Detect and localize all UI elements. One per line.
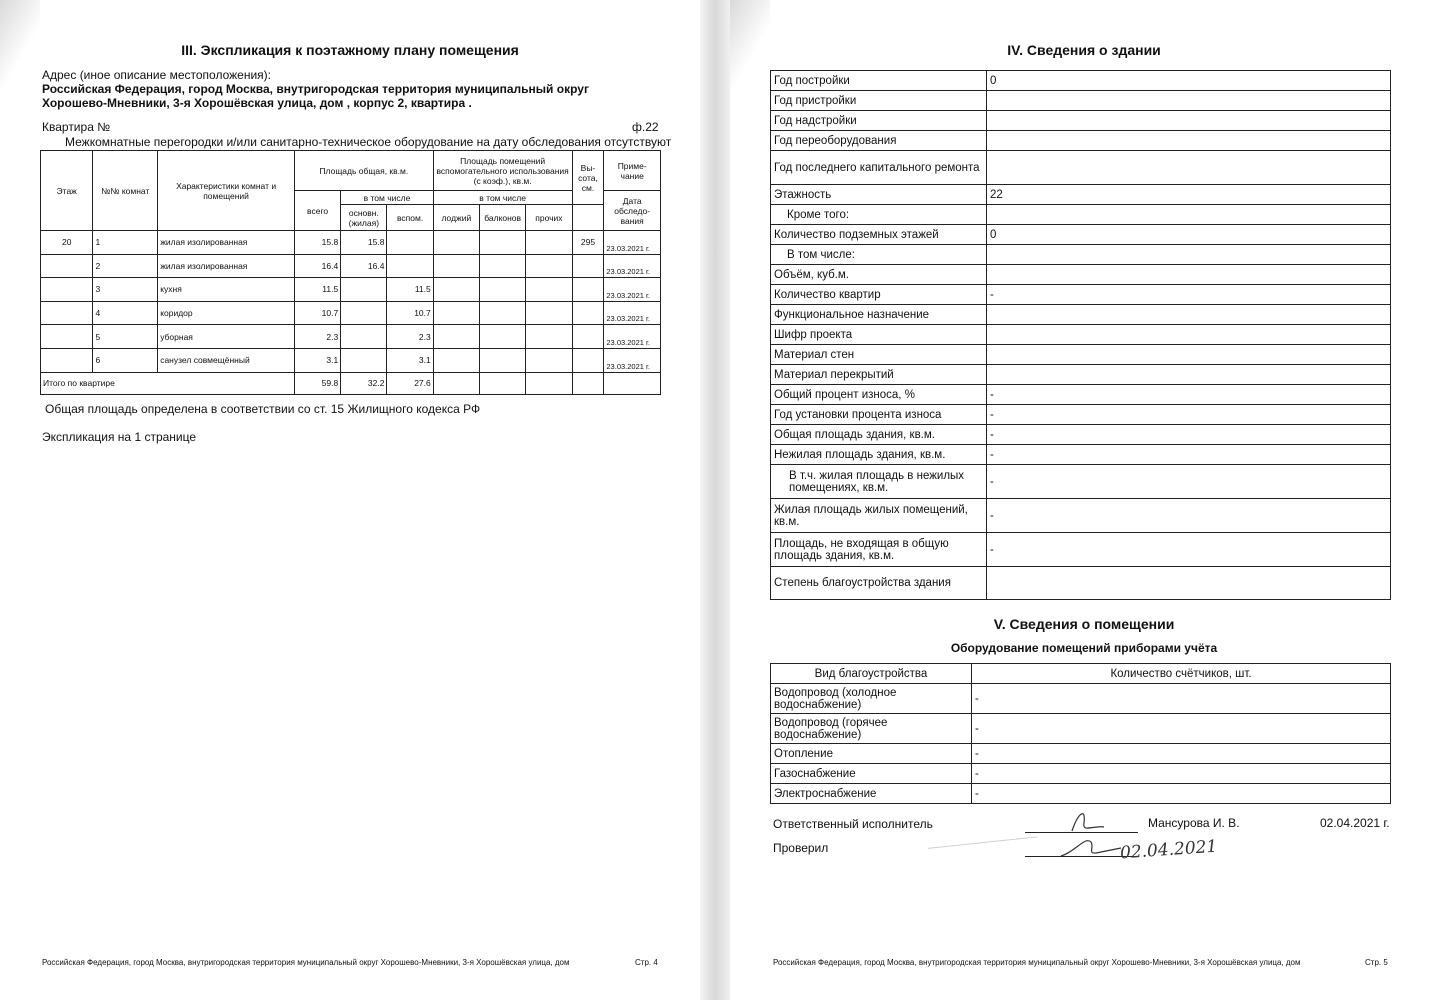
cell-floor	[41, 348, 93, 372]
header-height: Вы-сота, см.	[572, 151, 604, 205]
cell-desc: жилая изолированная	[158, 254, 295, 278]
apartment-label: Квартира №	[42, 120, 111, 134]
table-row	[41, 301, 661, 325]
table-row	[771, 684, 1391, 714]
row-label: Газоснабжение	[771, 764, 972, 784]
form-code: ф.22	[632, 120, 659, 134]
table-row	[771, 305, 1391, 325]
table-row	[41, 254, 661, 278]
row-value: -	[987, 445, 1391, 465]
table-row	[771, 405, 1391, 425]
cell-balcony	[480, 231, 526, 255]
cell-aux	[387, 254, 433, 278]
row-label: Электроснабжение	[771, 784, 972, 804]
table-row	[41, 231, 661, 255]
cell-date: 23.03.2021 г.	[604, 278, 661, 302]
row-label: Общий процент износа, %	[771, 385, 987, 405]
row-value: -	[987, 405, 1391, 425]
table-row	[41, 278, 661, 302]
header-loggia: лоджий	[433, 205, 479, 231]
row-label: Год переоборудования	[771, 131, 987, 151]
row-label: Материал перекрытий	[771, 365, 987, 385]
table-row	[771, 225, 1391, 245]
header-aux-area: Площадь помещений вспомогательного использования (с коэф.), кв.м.	[433, 151, 572, 191]
totals-label: Итого по квартире	[41, 372, 295, 394]
cell-date: 23.03.2021 г.	[604, 325, 661, 349]
cell-aux	[387, 231, 433, 255]
header-characteristics: Характеристики комнат и помещений	[158, 151, 295, 231]
cell-height	[572, 254, 604, 278]
row-value: -	[987, 499, 1391, 533]
cell-date: 23.03.2021 г.	[604, 348, 661, 372]
row-label: Год установки процента износа	[771, 405, 987, 425]
row-value: 22	[987, 185, 1391, 205]
cell-main	[341, 325, 387, 349]
row-value: -	[972, 764, 1391, 784]
premises-info-title: V. Сведения о помещении	[993, 616, 1175, 632]
cell-total: 3.1	[294, 348, 340, 372]
cell-date: 23.03.2021 г.	[604, 301, 661, 325]
cell-height	[572, 301, 604, 325]
row-value	[987, 111, 1391, 131]
area-note: Общая площадь определена в соответствии со ст. 15 Жилищного кодекса РФ	[45, 402, 481, 416]
cell-other	[526, 254, 572, 278]
row-label: Материал стен	[771, 345, 987, 365]
cell-other	[526, 325, 572, 349]
partitions-note: Межкомнатные перегородки и/или санитарно-техническое оборудование на дату обследования отсутствуют	[65, 135, 672, 149]
table-row	[771, 567, 1391, 600]
cell-loggia	[433, 348, 479, 372]
cell-room: 6	[93, 348, 158, 372]
row-label: В том числе:	[771, 245, 987, 265]
row-value: 0	[987, 71, 1391, 91]
table-row	[771, 265, 1391, 285]
row-value: 0	[987, 225, 1391, 245]
address-line-1: Российская Федерация, город Москва, внутригородская территория муниципальный округ	[42, 82, 589, 96]
table-row	[41, 348, 661, 372]
cell-aux: 2.3	[387, 325, 433, 349]
table-row	[771, 205, 1391, 225]
header-main: основн. (жилая)	[341, 205, 387, 231]
cell-total: 2.3	[294, 325, 340, 349]
cell-aux: 10.7	[387, 301, 433, 325]
cell-loggia	[433, 278, 479, 302]
cell-main: 16.4	[341, 254, 387, 278]
table-row	[771, 445, 1391, 465]
cell-aux: 3.1	[387, 348, 433, 372]
row-label: Год постройки	[771, 71, 987, 91]
row-value: -	[972, 784, 1391, 804]
cell-desc: жилая изолированная	[158, 231, 295, 255]
row-label: Кроме того:	[771, 205, 987, 225]
row-value: -	[972, 684, 1391, 714]
row-value	[987, 305, 1391, 325]
header-area-total: Площадь общая, кв.м.	[294, 151, 433, 191]
row-value: -	[972, 714, 1391, 744]
building-info-table	[770, 70, 1391, 600]
row-label: Год пристройки	[771, 91, 987, 111]
header-floor: Этаж	[41, 151, 93, 231]
row-value	[987, 151, 1391, 185]
page-number: Стр. 4	[635, 958, 658, 967]
row-label: Этажность	[771, 185, 987, 205]
checked-label: Проверил	[773, 841, 829, 855]
footer-address: Российская Федерация, город Москва, внутригородская территория муниципальный округ Хорошево-Мневники, 3-я Хорошёвская улица, дом	[773, 958, 1301, 967]
row-value: -	[972, 744, 1391, 764]
cell-room: 3	[93, 278, 158, 302]
pages-note: Экспликация на 1 странице	[42, 430, 197, 444]
header-survey-date: Дата обследо-вания	[604, 191, 661, 231]
row-value	[987, 245, 1391, 265]
responsible-signature	[1060, 805, 1110, 835]
row-value	[987, 567, 1391, 600]
checked-signature	[1055, 832, 1125, 862]
row-value	[987, 131, 1391, 151]
table-row	[771, 245, 1391, 265]
cell-balcony	[480, 254, 526, 278]
row-label: Функциональное назначение	[771, 305, 987, 325]
cell-floor	[41, 254, 93, 278]
cell-balcony	[480, 325, 526, 349]
cell-height: 295	[572, 231, 604, 255]
row-value	[987, 91, 1391, 111]
row-value: -	[987, 285, 1391, 305]
row-value: -	[987, 465, 1391, 499]
cell-total: 10.7	[294, 301, 340, 325]
cell-other	[526, 231, 572, 255]
table-row	[771, 784, 1391, 804]
cell-aux: 11.5	[387, 278, 433, 302]
table-row	[771, 365, 1391, 385]
table-row	[771, 764, 1391, 784]
row-label: Жилая площадь жилых помещений, кв.м.	[771, 499, 987, 533]
cell-loggia	[433, 325, 479, 349]
cell-floor	[41, 301, 93, 325]
cell-total: 11.5	[294, 278, 340, 302]
cell-room: 2	[93, 254, 158, 278]
cell-floor: 20	[41, 231, 93, 255]
table-row	[771, 533, 1391, 567]
header-aux: вспом.	[387, 205, 433, 231]
table-row	[771, 151, 1391, 185]
row-value: -	[987, 533, 1391, 567]
page-left	[0, 0, 700, 1000]
cell-desc: кухня	[158, 278, 295, 302]
cell-loggia	[433, 301, 479, 325]
header-note: Приме-чание	[604, 151, 661, 191]
row-value	[987, 205, 1391, 225]
cell-desc: коридор	[158, 301, 295, 325]
cell-date: 23.03.2021 г.	[604, 254, 661, 278]
table-row	[771, 285, 1391, 305]
cell-other	[526, 301, 572, 325]
row-label: Отопление	[771, 744, 972, 764]
responsible-name: Мансурова И. В.	[1148, 816, 1240, 830]
totals-main: 32.2	[341, 372, 387, 394]
cell-room: 4	[93, 301, 158, 325]
header-type: Вид благоустройства	[771, 664, 972, 684]
table-row	[771, 714, 1391, 744]
cell-floor	[41, 278, 93, 302]
cell-main	[341, 278, 387, 302]
cell-main	[341, 348, 387, 372]
cell-total: 16.4	[294, 254, 340, 278]
cell-room: 5	[93, 325, 158, 349]
row-label: Объём, куб.м.	[771, 265, 987, 285]
cell-height	[572, 278, 604, 302]
explication-table	[40, 150, 661, 395]
row-value	[987, 265, 1391, 285]
row-label: Степень благоустройства здания	[771, 567, 987, 600]
cell-loggia	[433, 254, 479, 278]
row-value: -	[987, 385, 1391, 405]
header-including: в том числе	[341, 191, 434, 205]
address-line-2: Хорошево-Мневники, 3-я Хорошёвская улица, дом , корпус 2, квартира .	[42, 96, 472, 110]
table-row	[771, 465, 1391, 499]
table-row	[771, 71, 1391, 91]
row-value: -	[987, 425, 1391, 445]
page-number: Стр. 5	[1365, 958, 1388, 967]
cell-balcony	[480, 278, 526, 302]
table-row	[771, 91, 1391, 111]
table-row	[771, 425, 1391, 445]
cell-desc: санузел совмещённый	[158, 348, 295, 372]
cell-total: 15.8	[294, 231, 340, 255]
responsible-label: Ответственный исполнитель	[773, 817, 933, 831]
header-including-aux: в том числе	[433, 191, 572, 205]
row-label: Количество квартир	[771, 285, 987, 305]
cell-balcony	[480, 301, 526, 325]
row-label: Шифр проекта	[771, 325, 987, 345]
footer-address: Российская Федерация, город Москва, внутригородская территория муниципальный округ Хорошево-Мневники, 3-я Хорошёвская улица, дом	[42, 958, 570, 967]
cell-desc: уборная	[158, 325, 295, 349]
cell-balcony	[480, 348, 526, 372]
table-row	[771, 385, 1391, 405]
cell-loggia	[433, 231, 479, 255]
cell-room: 1	[93, 231, 158, 255]
faded-stamp	[928, 836, 1042, 895]
row-label: Водопровод (холодное водоснабжение)	[771, 684, 972, 714]
row-value	[987, 325, 1391, 345]
row-label: Площадь, не входящая в общую площадь здания, кв.м.	[771, 533, 987, 567]
totals-total: 59.8	[294, 372, 340, 394]
header-total: всего	[294, 191, 340, 231]
table-row	[41, 325, 661, 349]
cell-height	[572, 325, 604, 349]
row-label: Год последнего капитального ремонта	[771, 151, 987, 185]
totals-aux: 27.6	[387, 372, 433, 394]
cell-height	[572, 348, 604, 372]
row-value	[987, 345, 1391, 365]
cell-date: 23.03.2021 г.	[604, 231, 661, 255]
checked-handwritten-date: 02.04.2021	[1119, 836, 1218, 864]
table-row	[771, 185, 1391, 205]
cell-floor	[41, 325, 93, 349]
table-row	[771, 345, 1391, 365]
header-count: Количество счётчиков, шт.	[972, 664, 1391, 684]
table-row	[771, 744, 1391, 764]
meters-subtitle: Оборудование помещений приборами учёта	[950, 641, 1218, 655]
row-label: Год надстройки	[771, 111, 987, 131]
meters-table	[770, 663, 1391, 804]
table-row	[771, 111, 1391, 131]
row-label: Количество подземных этажей	[771, 225, 987, 245]
table-row	[771, 325, 1391, 345]
explication-title: III. Экспликация к поэтажному плану помещения	[181, 42, 519, 58]
cell-other	[526, 348, 572, 372]
row-label: Водопровод (горячее водоснабжение)	[771, 714, 972, 744]
row-label: В т.ч. жилая площадь в нежилых помещениях, кв.м.	[771, 465, 987, 499]
row-value	[987, 365, 1391, 385]
row-label: Общая площадь здания, кв.м.	[771, 425, 987, 445]
header-balcony: балконов	[480, 205, 526, 231]
cell-other	[526, 278, 572, 302]
table-row	[771, 131, 1391, 151]
row-label: Нежилая площадь здания, кв.м.	[771, 445, 987, 465]
cell-main: 15.8	[341, 231, 387, 255]
table-row	[771, 499, 1391, 533]
header-room-no: №№ комнат	[93, 151, 158, 231]
header-height-cont	[572, 205, 604, 231]
responsible-date: 02.04.2021 г.	[1320, 816, 1390, 830]
book-gutter	[700, 0, 730, 1000]
cell-main	[341, 301, 387, 325]
building-info-title: IV. Сведения о здании	[1007, 42, 1161, 58]
address-label: Адрес (иное описание местоположения):	[42, 68, 271, 82]
header-other: прочих	[526, 205, 572, 231]
totals-row	[41, 372, 661, 394]
